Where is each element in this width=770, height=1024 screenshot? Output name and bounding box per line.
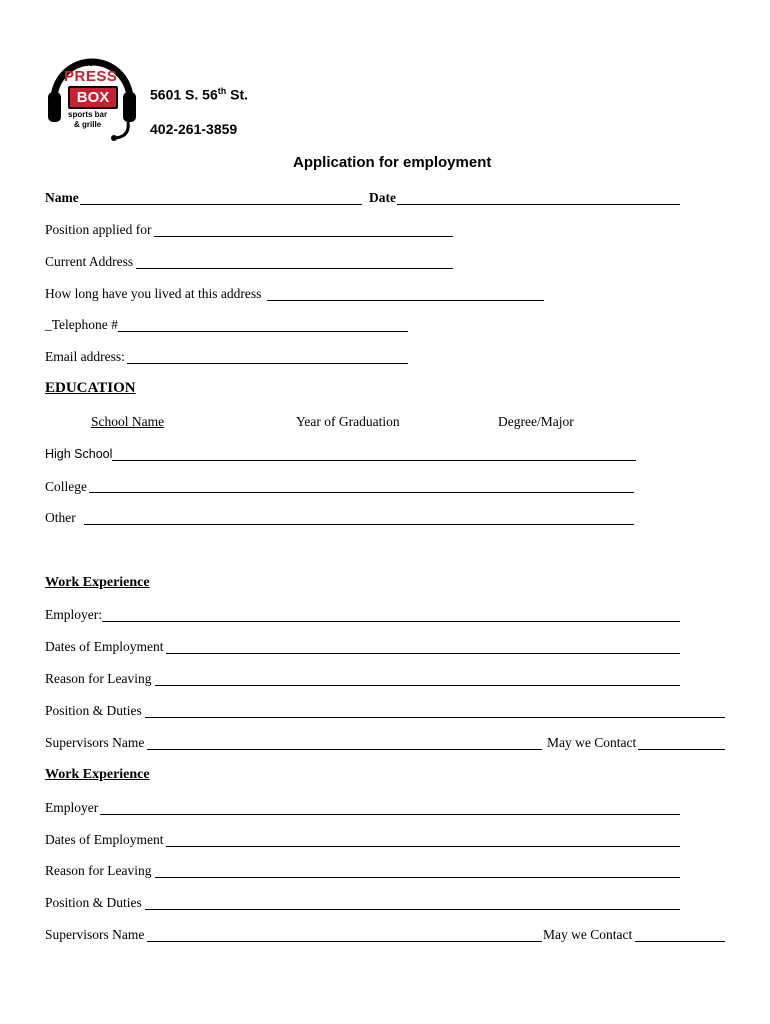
work2-supervisor-label: Supervisors Name	[45, 927, 145, 942]
logo-box	[68, 86, 118, 109]
other-label: Other	[45, 510, 76, 525]
work-experience-2-heading: Work Experience	[45, 767, 150, 782]
work1-employer-label: Employer:	[45, 607, 102, 622]
address-sup: th	[217, 86, 227, 96]
col-degree-major: Degree/Major	[498, 414, 574, 429]
col-year-graduation: Year of Graduation	[296, 414, 400, 429]
work2-contact-field[interactable]	[635, 941, 725, 942]
work1-dates-label: Dates of Employment	[45, 639, 164, 654]
work1-dates-field[interactable]	[166, 653, 680, 654]
logo-sports-bar: sports bar	[68, 110, 108, 119]
work1-position-label: Position & Duties	[45, 703, 142, 718]
college-label: College	[45, 479, 87, 494]
press-box-logo	[44, 46, 140, 142]
work1-employer-field[interactable]	[102, 621, 680, 622]
work2-reason-label: Reason for Leaving	[45, 863, 152, 878]
college-field[interactable]	[89, 492, 634, 493]
work2-employer-label: Employer	[45, 800, 99, 815]
work2-position-label: Position & Duties	[45, 895, 142, 910]
how-long-label: How long have you lived at this address	[45, 286, 262, 301]
work1-reason-label: Reason for Leaving	[45, 671, 152, 686]
current-address-label: Current Address	[45, 254, 134, 269]
education-heading: EDUCATION	[45, 380, 136, 396]
work2-contact-label: May we Contact	[543, 927, 633, 942]
telephone-label-text: Telephone #	[51, 317, 118, 332]
work1-supervisor-label: Supervisors Name	[45, 735, 145, 750]
logo-box-text: BOX	[76, 89, 110, 106]
date-label: Date	[369, 190, 396, 205]
work1-position-field[interactable]	[145, 717, 725, 718]
work-experience-1-heading: Work Experience	[45, 575, 150, 590]
work1-supervisor-field[interactable]	[147, 749, 542, 750]
work1-contact-field[interactable]	[638, 749, 725, 750]
logo-the: the	[80, 58, 94, 68]
work1-reason-field[interactable]	[155, 685, 680, 686]
date-field[interactable]	[397, 204, 680, 205]
name-label: Name	[45, 190, 79, 205]
page-title: Application for employment	[293, 154, 492, 171]
position-applied-field[interactable]	[154, 236, 453, 237]
work2-dates-field[interactable]	[166, 846, 680, 847]
position-applied-label: Position applied for	[45, 222, 152, 237]
work2-employer-field[interactable]	[100, 814, 680, 815]
how-long-field[interactable]	[267, 300, 544, 301]
col-school-name: School Name	[91, 414, 165, 429]
high-school-label: High School	[45, 447, 113, 461]
work1-contact-label: May we Contact	[547, 735, 637, 750]
other-field[interactable]	[84, 524, 634, 525]
address-suffix: St.	[226, 86, 249, 103]
logo-press: PRESS	[64, 68, 118, 85]
email-label: Email address:	[45, 349, 125, 364]
telephone-mark: _	[45, 317, 52, 332]
work2-position-field[interactable]	[145, 909, 680, 910]
logo-grille: & grille	[74, 120, 102, 129]
phone-number: 402-261-3859	[150, 121, 238, 137]
high-school-field[interactable]	[112, 460, 636, 461]
work2-supervisor-field[interactable]	[147, 941, 542, 942]
telephone-field[interactable]	[118, 331, 408, 332]
current-address-field[interactable]	[136, 268, 453, 269]
email-field[interactable]	[127, 363, 408, 364]
address	[150, 86, 248, 103]
address-prefix: 5601 S. 56	[150, 86, 218, 103]
work2-reason-field[interactable]	[155, 877, 680, 878]
telephone-label	[45, 317, 118, 333]
work2-dates-label: Dates of Employment	[45, 832, 164, 847]
name-field[interactable]	[80, 204, 362, 205]
